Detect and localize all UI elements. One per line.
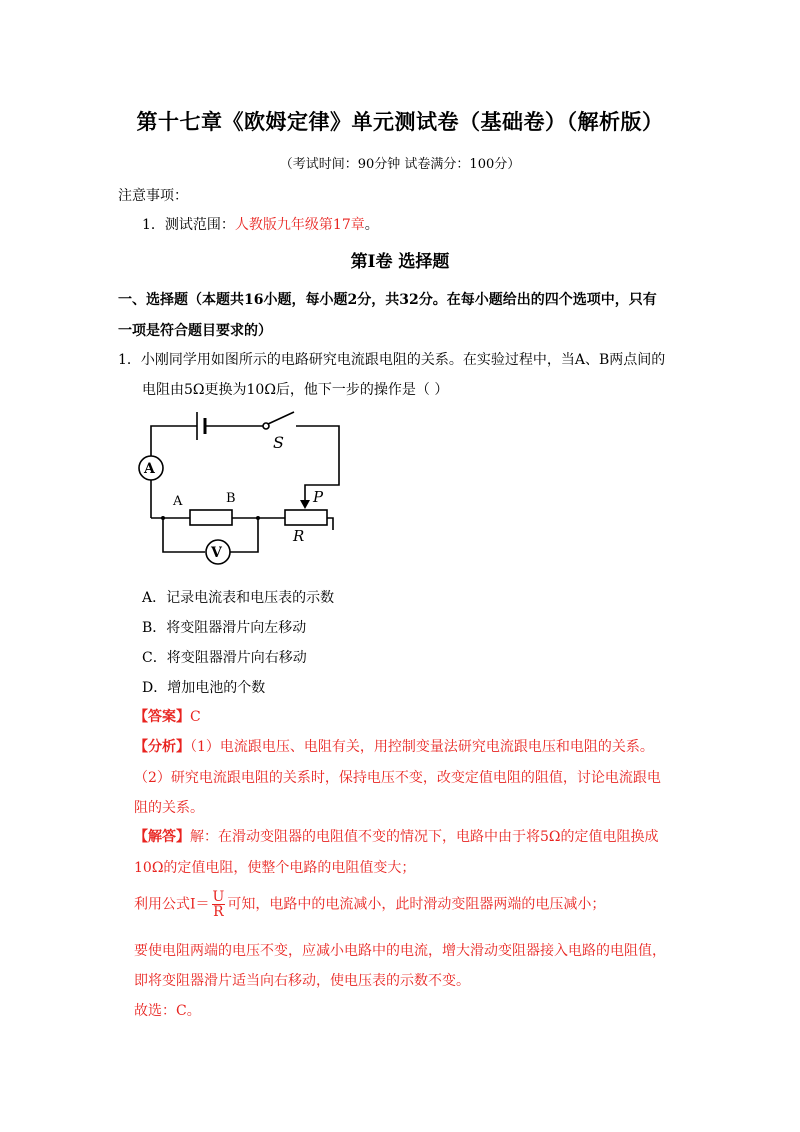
fraction bbox=[212, 890, 226, 919]
switch-label: S bbox=[273, 433, 284, 452]
rheostat bbox=[285, 510, 327, 525]
note-item-suffix: 。 bbox=[364, 217, 379, 233]
document-title: 第十七章《欧姆定律》单元测试卷（基础卷）（解析版） bbox=[136, 109, 664, 134]
solution-line1 bbox=[134, 826, 659, 846]
answer-tag: 【答案】 bbox=[134, 709, 190, 725]
analysis-line3: 阻的关系。 bbox=[134, 800, 204, 816]
solution-line5: 即将变阻器滑片适当向右移动，使电压表的示数不变。 bbox=[134, 973, 470, 989]
formula-line bbox=[134, 890, 605, 919]
formula-suffix: 可知，电路中的电流减小，此时滑动变阻器两端的电压减小； bbox=[227, 896, 606, 913]
point-a-label: A bbox=[173, 494, 183, 509]
ammeter-label: A bbox=[144, 461, 155, 477]
question-stem-line1: 1．小刚同学用如图所示的电路研究电流跟电阻的关系。在实验过程中，当A、B两点间的 bbox=[118, 352, 666, 368]
option-b: B．将变阻器滑片向左移动 bbox=[142, 620, 307, 636]
exam-info: （考试时间：90分钟 试卷满分：100分） bbox=[279, 157, 521, 172]
option-a: A．记录电流表和电压表的示数 bbox=[142, 590, 335, 606]
rheostat-label: R bbox=[293, 527, 305, 545]
fraction-denominator: R bbox=[213, 904, 224, 920]
solution-line2: 10Ω的定值电阻，使整个电路的电阻值变大； bbox=[134, 860, 416, 876]
junction-a bbox=[161, 516, 165, 520]
analysis-tag: 【分析】 bbox=[134, 739, 190, 755]
resistor-ab bbox=[190, 510, 232, 525]
final-choice: 故选：C。 bbox=[134, 1003, 201, 1019]
analysis-line1 bbox=[134, 736, 654, 756]
section-heading-line2: 一项是符合题目要求的） bbox=[118, 323, 272, 339]
answer-value: C bbox=[190, 709, 201, 725]
note-item-scope bbox=[142, 214, 379, 234]
option-c: C．将变阻器滑片向右移动 bbox=[142, 650, 307, 666]
section-heading-line1: 一、选择题（本题共16小题，每小题2分，共32分。在每小题给出的四个选项中，只有 bbox=[118, 292, 657, 308]
slider-arrow bbox=[300, 500, 310, 509]
answer-line bbox=[134, 706, 201, 726]
solution-tag: 【解答】 bbox=[134, 829, 190, 845]
question-stem-line2: 电阻由5Ω更换为10Ω后，他下一步的操作是（ ） bbox=[142, 382, 449, 398]
analysis-line2: （2）研究电流跟电阻的关系时，保持电压不变，改变定值电阻的阻值，讨论电流跟电 bbox=[134, 770, 661, 786]
switch-lever bbox=[268, 412, 294, 424]
note-item-prefix: 1．测试范围： bbox=[142, 217, 235, 233]
solution-line4: 要使电阻两端的电压不变，应减小电路中的电流，增大滑动变阻器接入电路的电阻值， bbox=[134, 943, 666, 959]
junction-b bbox=[256, 516, 260, 520]
option-d: D．增加电池的个数 bbox=[142, 680, 266, 696]
part-title: 第Ⅰ卷 选择题 bbox=[350, 252, 450, 272]
voltmeter-label: V bbox=[211, 545, 222, 561]
circuit-diagram bbox=[130, 405, 360, 575]
analysis-text1: （1）电流跟电压、电阻有关，用控制变量法研究电流跟电压和电阻的关系。 bbox=[190, 739, 654, 755]
note-item-scope-value: 人教版九年级第17章 bbox=[234, 217, 365, 233]
notes-heading: 注意事项： bbox=[118, 188, 188, 204]
solution-text1: 解：在滑动变阻器的电阻值不变的情况下，电路中由于将5Ω的定值电阻换成 bbox=[190, 829, 659, 845]
slider-label: P bbox=[313, 488, 324, 506]
formula-prefix: 利用公式I＝ bbox=[134, 896, 210, 913]
fraction-numerator: U bbox=[212, 889, 225, 905]
point-b-label: B bbox=[226, 491, 236, 506]
